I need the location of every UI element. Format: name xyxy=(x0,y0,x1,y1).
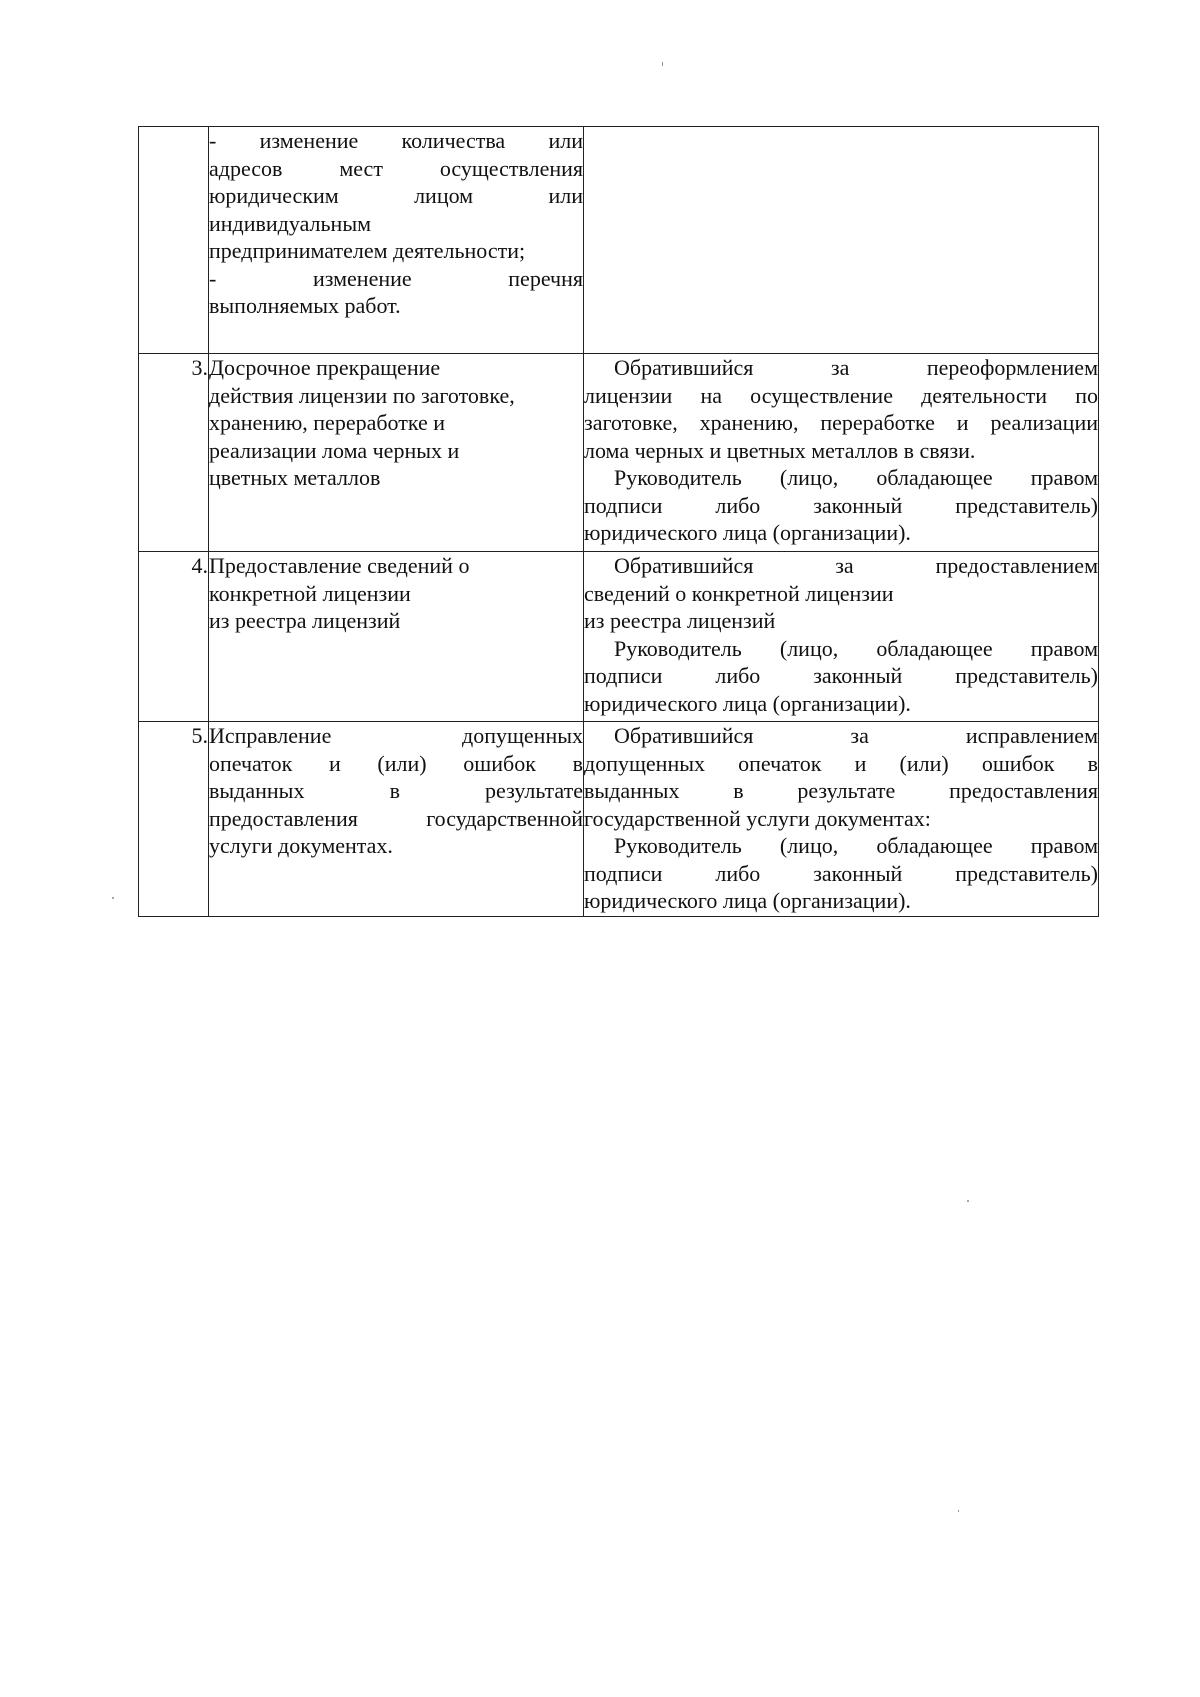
applicant-line: подписи либо законный представитель) xyxy=(584,663,1098,688)
service-line: предпринимателем деятельности; xyxy=(209,238,526,263)
service-line: выполняемых работ. xyxy=(209,293,401,318)
service-line: индивидуальным xyxy=(209,210,372,236)
service-line: конкретной лицензии xyxy=(209,580,411,606)
scan-speck xyxy=(958,1510,959,1512)
table-row xyxy=(139,354,1099,552)
scan-speck xyxy=(112,897,114,899)
applicant-line: юридического лица (организации). xyxy=(584,520,911,545)
applicant-line: Руководитель (лицо, обладающее правом xyxy=(614,635,1098,661)
applicant-line: лицензии на осуществление деятельности по xyxy=(584,382,1098,408)
service-cell xyxy=(209,127,584,354)
applicant-line: Обратившийся за исправлением xyxy=(614,723,1098,748)
scan-speck xyxy=(967,1200,969,1202)
service-cell xyxy=(209,354,584,552)
table-row xyxy=(139,552,1099,722)
service-line: - изменение перечня xyxy=(209,265,583,291)
row-number xyxy=(139,127,209,354)
service-line: хранению, переработке и xyxy=(209,410,446,435)
services-table xyxy=(138,126,1099,917)
row-number: 3. xyxy=(139,354,209,552)
service-line: Исправление допущенных xyxy=(209,723,583,748)
row-number: 5. xyxy=(139,722,209,917)
service-line: из реестра лицензий xyxy=(209,608,401,633)
applicant-line: лома черных и цветных металлов в связи. xyxy=(584,437,976,463)
applicant-cell xyxy=(584,354,1099,552)
service-line: реализации лома черных и xyxy=(209,437,460,463)
applicant-line: юридического лица (организации). xyxy=(584,690,911,716)
applicant-line: Руководитель (лицо, обладающее правом xyxy=(614,465,1098,490)
applicant-line: сведений о конкретной лицензии xyxy=(584,580,894,606)
applicant-line: Обратившийся за переоформлением xyxy=(614,355,1098,380)
applicant-cell xyxy=(584,722,1099,917)
service-line: Предоставление сведений о xyxy=(209,553,470,578)
applicant-line: допущенных опечаток и (или) ошибок в xyxy=(584,750,1098,776)
service-cell xyxy=(209,722,584,917)
service-line: опечаток и (или) ошибок в xyxy=(209,750,583,776)
service-line: цветных металлов xyxy=(209,465,381,490)
service-line: - изменение количества или xyxy=(209,128,583,153)
applicant-cell xyxy=(584,127,1099,354)
service-line: юридическим лицом или xyxy=(209,183,583,208)
service-line: действия лицензии по заготовке, xyxy=(209,382,515,408)
applicant-line: юридического лица (организации). xyxy=(584,888,911,913)
service-line: адресов мест осуществления xyxy=(209,155,583,181)
applicant-line: Руководитель (лицо, обладающее правом xyxy=(614,833,1098,858)
service-line: выданных в результате xyxy=(209,778,583,803)
applicant-line: подписи либо законный представитель) xyxy=(584,860,1098,886)
service-line: услуги документах. xyxy=(209,833,393,858)
table-row xyxy=(139,127,1099,354)
applicant-line: государственной услуги документах: xyxy=(584,805,931,831)
applicant-line: заготовке, хранению, переработке и реализации xyxy=(584,410,1098,435)
service-line: Досрочное прекращение xyxy=(209,355,441,380)
service-line: предоставления государственной xyxy=(209,805,583,831)
applicant-line: выданных в результате предоставления xyxy=(584,778,1098,803)
service-cell xyxy=(209,552,584,722)
applicant-line: Обратившийся за предоставлением xyxy=(614,553,1098,578)
applicant-cell xyxy=(584,552,1099,722)
applicant-line: из реестра лицензий xyxy=(584,608,776,633)
applicant-line: подписи либо законный представитель) xyxy=(584,492,1098,518)
row-number: 4. xyxy=(139,552,209,722)
scan-speck xyxy=(662,62,663,66)
table-row xyxy=(139,722,1099,917)
